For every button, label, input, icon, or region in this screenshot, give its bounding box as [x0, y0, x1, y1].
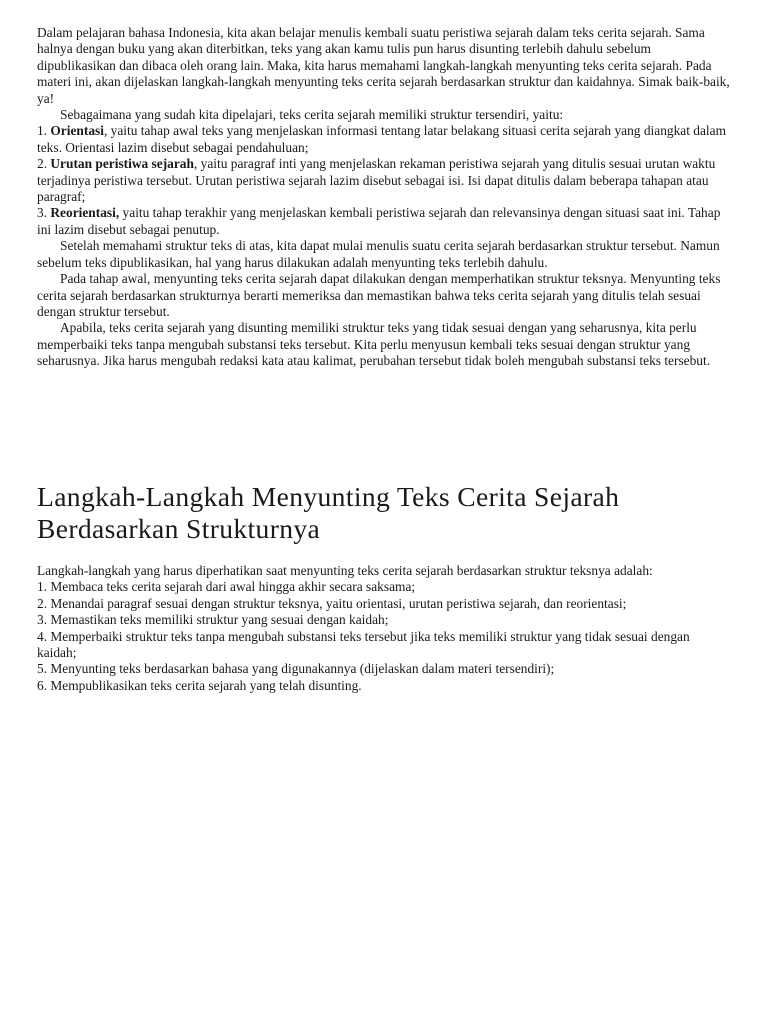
structure-intro-paragraph: Sebagaimana yang sudah kita dipelajari, teks cerita sejarah memiliki struktur tersendiri, yaitu: — [60, 107, 564, 123]
structure-item-orientasi — [37, 123, 731, 156]
structure-term: Urutan peristiwa sejarah — [50, 156, 194, 172]
structure-item-number: 1. — [37, 123, 51, 139]
steps-lead: Langkah-langkah yang harus diperhatikan saat menyunting teks cerita sejarah berdasarkan struktur teksnya adalah: — [37, 563, 653, 578]
structure-item-urutan — [37, 156, 731, 205]
step-item: 3. Memastikan teks memiliki struktur yang sesuai dengan kaidah; — [37, 612, 389, 628]
editing-stage-paragraph: Pada tahap awal, menyunting teks cerita sejarah dapat dilakukan dengan memperhatikan struktur teksnya. Menyunting teks cerita sejarah berdasarkan strukturnya berarti memeriksa dan memastikan bahwa teks cerita sejarah yang ditulis telah sesuai dengan struktur tersebut. — [37, 271, 721, 319]
intro-section — [37, 25, 731, 370]
structure-description: , yaitu paragraf inti yang menjelaskan rekaman peristiwa sejarah yang ditulis sesuai urutan waktu terjadinya peristiwa tersebut. Urutan peristiwa sejarah lazim disebut sebagai isi. Isi dapat ditulis dalam beberapa tahapan atau paragraf; — [37, 156, 716, 205]
structure-item-number: 2. — [37, 156, 51, 172]
structure-description: , yaitu tahap awal teks yang menjelaskan informasi tentang latar belakang situasi cerita sejarah yang diangkat dalam teks. Orientasi lazim disebut sebagai pendahuluan; — [37, 123, 727, 155]
steps-section — [37, 563, 731, 694]
step-item: 2. Menandai paragraf sesuai dengan struktur teksnya, yaitu orientasi, urutan peristiwa sejarah, dan reorientasi; — [37, 595, 627, 611]
structure-description: yaitu tahap terakhir yang menjelaskan kembali peristiwa sejarah dan relevansinya dengan situasi saat ini. Tahap ini lazim disebut sebagai penutup. — [37, 205, 721, 237]
step-item: 6. Mempublikasikan teks cerita sejarah yang telah disunting. — [37, 677, 362, 693]
structure-item-number: 3. — [37, 205, 51, 221]
structure-term: Orientasi — [50, 123, 104, 139]
step-item: 1. Membaca teks cerita sejarah dari awal hingga akhir secara saksama; — [37, 579, 416, 595]
intro-paragraph: Dalam pelajaran bahasa Indonesia, kita akan belajar menulis kembali suatu peristiwa sejarah dalam teks cerita sejarah. Sama halnya dengan buku yang akan diterbitkan, teks yang akan kamu tulis pun harus disunting terlebih dahulu sebelum dipublikasikan dan dibaca oleh orang lain. Maka, kita harus memahami langkah-langkah menyunting teks cerita sejarah. Pada materi ini, akan dijelaskan langkah-langkah menyunting teks cerita sejarah berdasarkan struktur dan kaidahnya. Simak baik-baik, ya! — [37, 25, 730, 106]
section-heading: Langkah-Langkah Menyunting Teks Cerita Sejarah Berdasarkan Strukturnya — [37, 481, 620, 544]
restructure-paragraph: Apabila, teks cerita sejarah yang disunting memiliki struktur teks yang tidak sesuai dengan yang seharusnya, kita perlu memperbaiki teks tanpa mengubah substansi teks tersebut. Kita perlu menyusun kembali teks sesuai dengan struktur yang seharusnya. Jika harus mengubah redaksi kata atau kalimat, perubahan tersebut tidak boleh mengubah substansi teks tersebut. — [37, 320, 711, 369]
structure-term: Reorientasi, — [50, 205, 120, 221]
after-structure-paragraph: Setelah memahami struktur teks di atas, kita dapat mulai menulis suatu cerita sejarah berdasarkan struktur tersebut. Namun sebelum teks dipublikasikan, hal yang harus dilakukan adalah menyunting teks terlebih dahulu. — [37, 238, 720, 270]
step-item: 5. Menyunting teks berdasarkan bahasa yang digunakannya (dijelaskan dalam materi tersendiri); — [37, 661, 555, 677]
step-item: 4. Memperbaiki struktur teks tanpa mengubah substansi teks tersebut jika teks memiliki struktur yang tidak sesuai dengan kaidah; — [37, 628, 690, 661]
structure-item-reorientasi — [37, 205, 731, 238]
